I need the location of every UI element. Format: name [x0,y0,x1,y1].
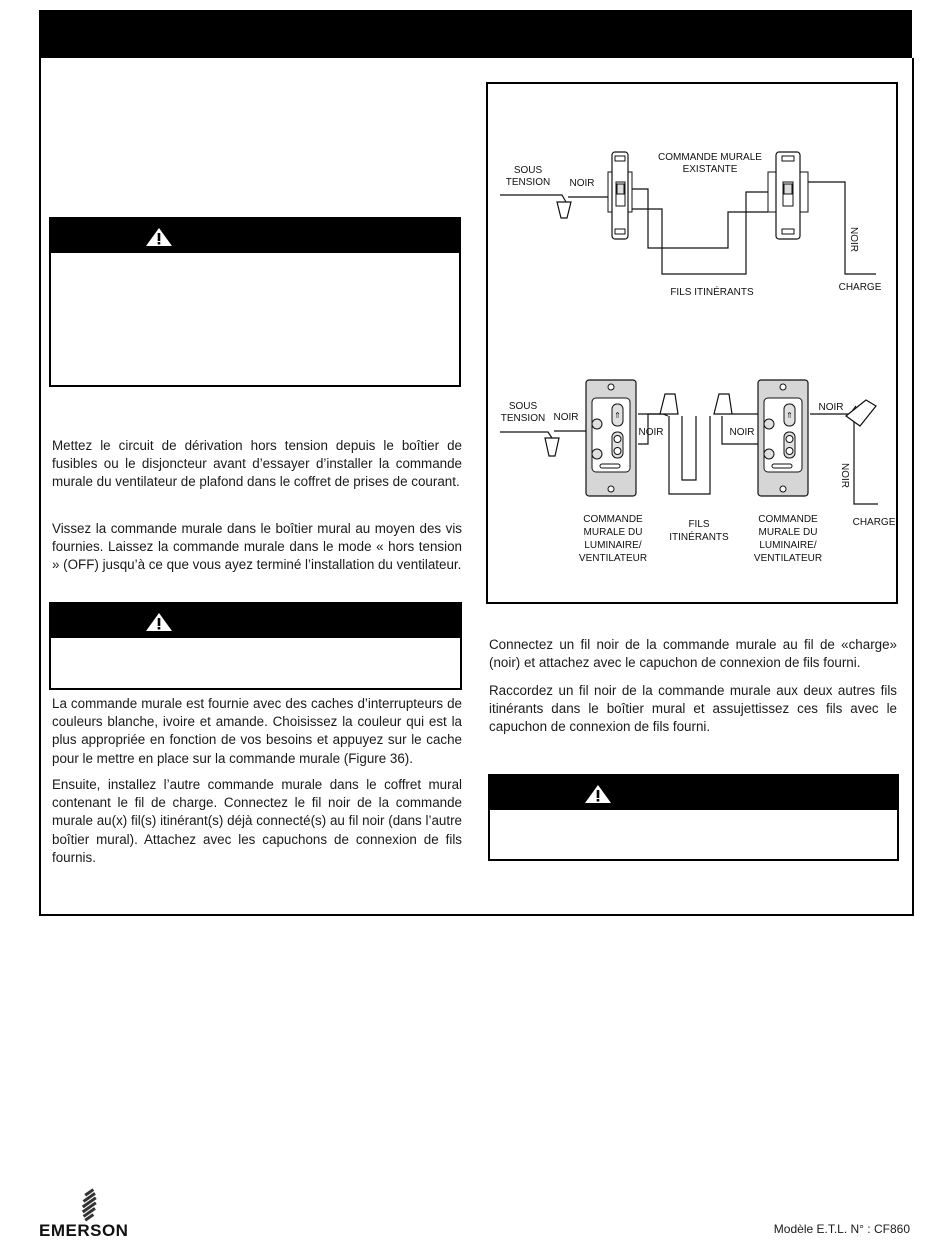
instruction-paragraph-3: La commande murale est fournie avec des caches d’interrupteurs de couleurs blanche, ivoire et amande. Choisissez la couleur qui est la plus appropriée en fonction de vos besoins et appuyez sur le cache pour le mettre en place sur la commande murale (Figure 36). [52,696,462,766]
instruction-paragraph-1: Mettez le circuit de dérivation hors tension depuis le boîtier de fusibles ou le disjoncteur avant d’essayer d’installer la commande murale du ventilateur de plafond dans le coffret de prises de courant. [52,438,462,490]
wiring-diagram-figure [486,82,898,604]
label-fan-control-left: MURALE DU [583,527,643,538]
label-fan-control-right: COMMANDE [758,514,818,525]
label-tension: TENSION [500,413,546,424]
label-noir: NOIR [818,402,844,413]
warning-box-2 [49,602,462,690]
header-bar [39,10,912,58]
label-noir-vertical: NOIR [848,227,859,252]
emerson-logo [38,1188,153,1240]
label-fan-control-left: LUMINAIRE/ [584,540,642,551]
label-noir: NOIR [638,427,664,438]
instruction-paragraph-4: Ensuite, installez l’autre commande murale dans le coffret mural contenant le fil de charge. Connectez le fil noir de la commande murale au(x) fil(s) itinérant(s) déjà connecté(s) au fil noir (dans l’autre boîtier mural). Attachez avec les capuchons de connexion de fils fournis. [52,777,462,865]
label-traveler-wires: FILS [688,519,710,530]
warning-triangle-icon [584,784,612,804]
existing-switch-1 [608,152,632,239]
label-existing-control: COMMANDE MURALE [658,152,762,163]
existing-wiring-diagram [500,152,882,298]
instruction-paragraph-2: Vissez la commande murale dans le boîtier mural au moyen des vis fournies. Laissez la commande murale dans le mode « hors tension » (OFF) jusqu’à ce que vous ayez terminé l’installation du ventilateur. [52,521,462,573]
warning-box-3 [488,774,899,861]
label-sous: SOUS [513,165,543,176]
label-noir: NOIR [729,427,755,438]
emerson-logo-icon [38,1188,153,1240]
label-fan-control-right: MURALE DU [758,527,818,538]
warning-box-1 [49,217,461,387]
label-noir-vertical: NOIR [839,463,850,488]
instruction-paragraph-5: Connectez un fil noir de la commande murale au fil de «charge» (noir) et attachez avec le capuchon de connexion de fils fourni. [489,637,897,671]
label-charge: CHARGE [852,517,896,528]
svg-text:⇑: ⇑ [614,411,621,420]
label-noir: NOIR [569,178,595,189]
label-tension: TENSION [505,177,551,188]
wiring-diagram [488,84,896,602]
label-sous: SOUS [508,401,538,412]
label-traveler-wires: FILS ITINÉRANTS [670,287,754,298]
instruction-paragraph-6: Raccordez un fil noir de la commande murale aux deux autres fils itinérants dans le boîtier mural et assujettissez ces fils avec le capuchon de connexion de fils fourni. [489,683,897,735]
brand-name: EMERSON [39,1221,129,1240]
label-fan-control-left: COMMANDE [583,514,643,525]
warning-triangle-icon [145,227,173,247]
label-noir: NOIR [553,412,579,423]
label-existing-control: EXISTANTE [682,164,738,175]
label-fan-control-right: LUMINAIRE/ [759,540,817,551]
existing-switch-2 [768,152,808,239]
warning-triangle-icon [145,612,173,632]
fan-light-wall-control-right [758,380,808,496]
model-number: Modèle E.T.L. N° : CF860 [773,1222,910,1236]
warning-header-3 [490,776,897,810]
fan-light-wall-control-left [586,380,636,496]
label-traveler-wires: ITINÉRANTS [669,532,729,543]
warning-header-2 [51,604,460,638]
new-wiring-diagram [500,380,896,564]
label-charge: CHARGE [838,282,882,293]
label-fan-control-left: VENTILATEUR [578,553,648,564]
label-fan-control-right: VENTILATEUR [753,553,823,564]
warning-header-1 [51,219,459,253]
svg-text:⇑: ⇑ [786,411,793,420]
